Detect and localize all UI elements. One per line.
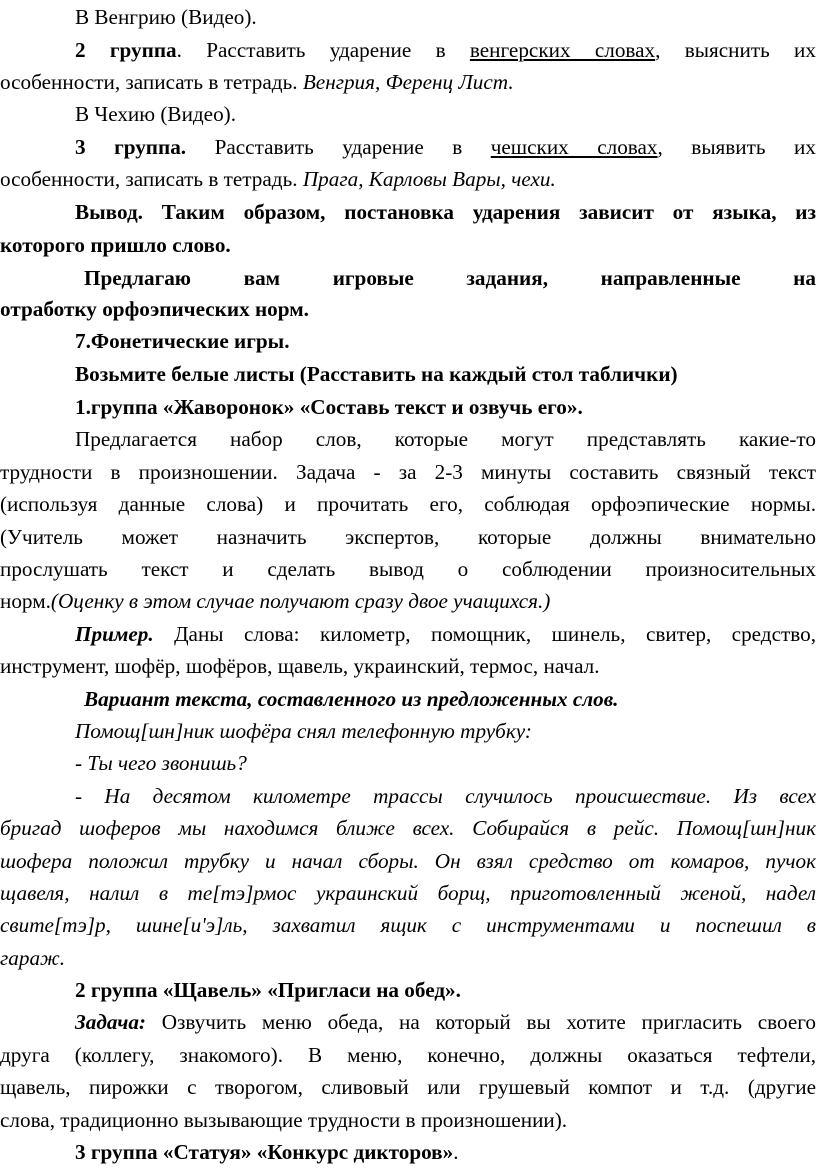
text: - Ты чего звонишь? — [75, 751, 247, 775]
text: 7.Фонетические игры. — [75, 329, 290, 353]
text: шофера положил трубку и начал сборы. Он взял средство от комаров, пучок — [0, 849, 816, 873]
text: 1.группа «Жаворонок» «Составь текст и озвучь его». — [75, 395, 583, 419]
text: Вывод. Таким образом, постановка ударения зависит от языка, из — [75, 200, 816, 224]
dialog-story-line5 — [0, 908, 816, 942]
text: которого пришло слово. — [0, 233, 231, 257]
text: особенности, записать в тетрадь. — [0, 167, 303, 191]
example-line1 — [75, 617, 816, 651]
text: 3 группа «Статуя» «Конкурс дикторов» — [75, 1140, 454, 1164]
example-line2 — [0, 649, 816, 683]
text: особенности, записать в тетрадь. — [0, 70, 303, 94]
paragraph-hungary-video — [75, 0, 816, 34]
task-text-line2 — [0, 455, 816, 489]
example-label: Пример. — [75, 622, 154, 646]
text: В Венгрию (Видео). — [75, 5, 257, 29]
text: , выяснить их — [655, 38, 816, 62]
task-text-line5 — [0, 552, 816, 586]
text: Расставить ударение в — [186, 135, 491, 159]
text: щавель, пирожки с творогом, сливовый или грушевый компот и т.д. (другие — [0, 1075, 816, 1099]
task2-line3 — [0, 1070, 816, 1104]
group2-heading — [75, 973, 816, 1007]
text: свите[тэ]р, шине[и'э]ль, захватил ящик с инструментами и поспешил в — [0, 913, 816, 937]
group3-heading — [75, 1135, 816, 1169]
text: В Чехию (Видео). — [75, 102, 237, 126]
text: бригад шоферов мы находимся ближе всех. Собирайся в рейс. Помощ[шн]ник — [0, 816, 816, 840]
text: друга (коллегу, знакомого). В меню, конечно, должны оказаться тефтели, — [0, 1043, 816, 1067]
proposal-line2 — [0, 292, 816, 326]
paragraph-czech-video — [75, 97, 816, 131]
text: (Учитель может назначить экспертов, которые должны внимательно — [0, 525, 816, 549]
dialog-story-line1 — [75, 779, 816, 813]
text: - На десятом километре трассы случилось происшествие. Из всех — [75, 784, 816, 808]
paragraph-group3-line1 — [75, 130, 816, 164]
proposal-line1 — [84, 261, 816, 295]
paragraph-group2-line1 — [75, 33, 816, 67]
text: прослушать текст и сделать вывод о соблюдении произносительных — [0, 557, 816, 581]
underlined-term: чешских словах — [490, 135, 658, 159]
text: инструмент, шофёр, шофёров, щавель, украинский, термос, начал. — [0, 654, 600, 678]
text: трудности в произношении. Задача - за 2-3 минуты составить связный текст — [0, 460, 816, 484]
dialog-line1 — [75, 714, 816, 748]
task-label: Задача: — [75, 1010, 146, 1034]
text: норм. — [0, 589, 51, 613]
text: . — [453, 1140, 459, 1164]
conclusion-line1 — [75, 195, 816, 229]
task2-line2 — [0, 1038, 816, 1072]
text: Предлагается набор слов, которые могут представлять какие-то — [75, 427, 816, 451]
example-words: Прага, Карловы Вары, чехи. — [302, 167, 556, 191]
text: , выявить их — [657, 135, 816, 159]
text: отработку орфоэпических норм. — [0, 297, 309, 321]
group-label: 3 группа. — [75, 135, 187, 159]
variant-heading — [84, 682, 816, 716]
text: слова, традиционно вызывающие трудности в произношении). — [0, 1108, 568, 1132]
dialog-line2 — [75, 746, 816, 780]
paragraph-group2-line2 — [0, 65, 816, 99]
paragraph-group3-line2 — [0, 162, 816, 196]
dialog-story-line6 — [0, 941, 816, 975]
text: Помощ[шн]ник шофёра снял телефонную трубку: — [75, 719, 532, 743]
text: Даны слова: километр, помощник, шинель, свитер, средство, — [153, 622, 816, 646]
task-text-line3 — [0, 487, 816, 521]
instruction-white-sheets — [75, 357, 816, 391]
task-text-line6 — [0, 584, 816, 618]
text: Вариант текста, составленного из предложенных слов. — [84, 687, 619, 711]
dialog-story-line3 — [0, 844, 816, 878]
task-text-line4 — [0, 520, 816, 554]
text: Озвучить меню обеда, на который вы хотите пригласить своего — [145, 1010, 816, 1034]
text: 2 группа «Щавель» «Пригласи на обед». — [75, 978, 461, 1002]
conclusion-line2 — [0, 228, 816, 262]
text: . Расставить ударение в — [176, 38, 470, 62]
dialog-story-line2 — [0, 811, 816, 845]
underlined-term: венгерских словах — [469, 38, 656, 62]
text: Возьмите белые листы (Расставить на каждый стол таблички) — [75, 362, 678, 386]
task2-line4 — [0, 1103, 816, 1137]
text: щавеля, налил в те[тэ]рмос украинский борщ, приготовленный женой, надел — [0, 881, 816, 905]
task-text-line1 — [75, 422, 816, 456]
text: (Оценку в этом случае получают сразу двое учащихся.) — [50, 589, 551, 613]
text: гараж. — [0, 946, 66, 970]
group-label: 2 группа — [75, 38, 177, 62]
section-heading-phonetic-games — [75, 324, 816, 358]
text: (используя данные слова) и прочитать его, соблюдая орфоэпические нормы. — [0, 492, 816, 516]
text: Предлагаю вам игровые задания, направленные на — [84, 266, 816, 290]
task2-line1 — [75, 1005, 816, 1039]
example-words: Венгрия, Ференц Лист. — [302, 70, 514, 94]
dialog-story-line4 — [0, 876, 816, 910]
group1-heading — [75, 390, 816, 424]
